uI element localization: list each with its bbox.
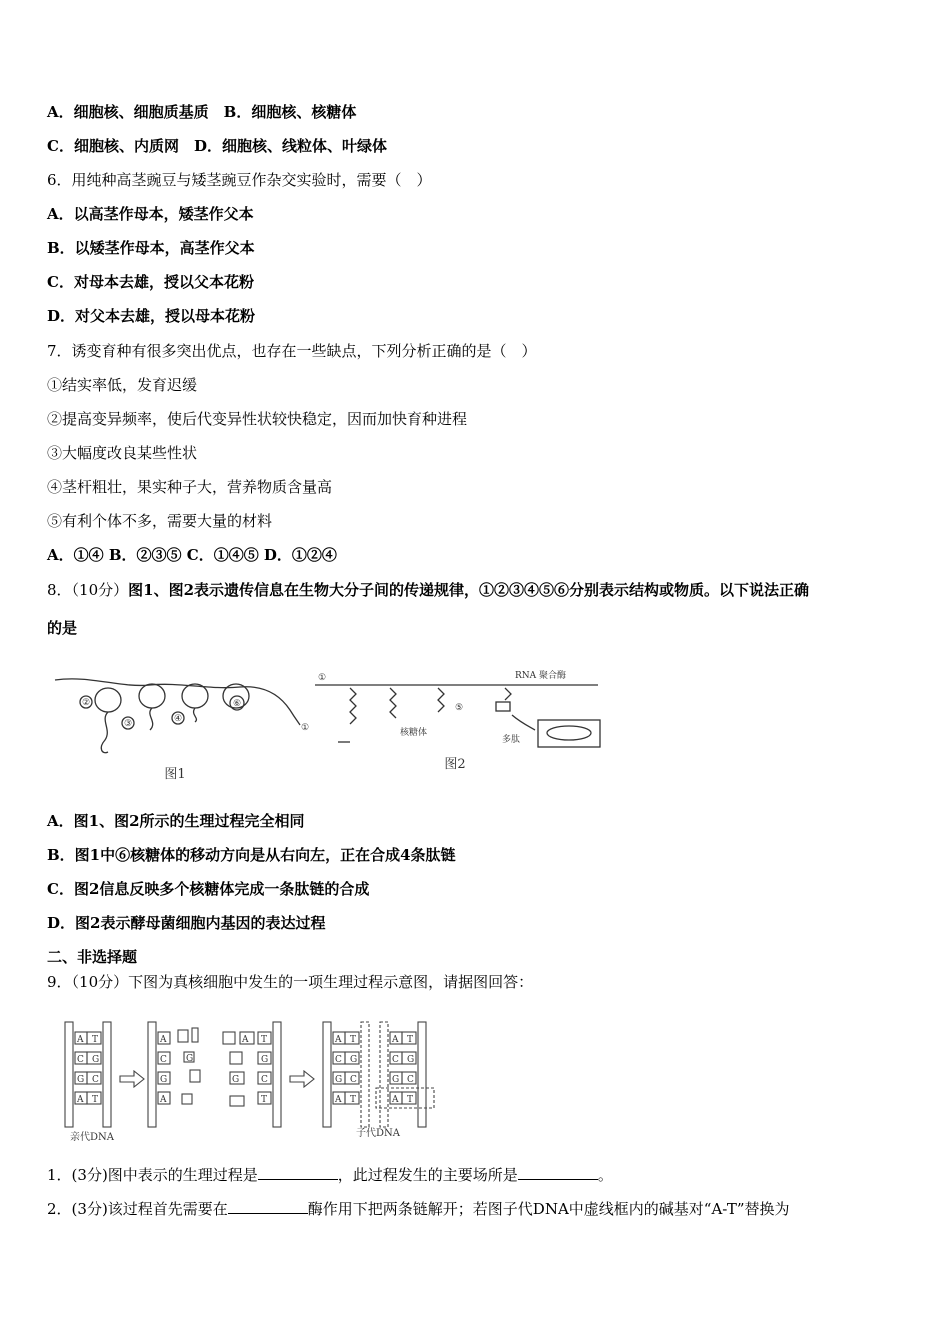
base-c: C [335,1055,342,1065]
q7-item-5: ⑤有利个体不多，需要大量的材料 [47,512,273,530]
q7-item-2: ②提高变异频率，使后代变异性状较快稳定，因而加快育种进程 [47,410,468,428]
base-c: C [92,1075,99,1085]
q6-option-b: B．以矮茎作母本，高茎作父本 [47,239,255,257]
fig2-rna-polymerase: RNA 聚合酶 [515,671,567,681]
base-c: C [407,1075,414,1085]
fig1-label-4: ④ [173,714,183,724]
q8-figure [50,660,610,785]
q7-item-4: ④茎杆粗壮，果实种子大，营养物质含量高 [47,478,333,496]
base-g: G [407,1055,415,1065]
q8-stem-prefix: 8．（10分） [47,581,129,599]
q8-option-a: A．图1、图2所示的生理过程完全相同 [47,812,305,830]
q9-sub2-suffix: 酶作用下把两条链解开；若图子代DNA中虚线框内的碱基对“A-T”替换为 [307,1200,790,1218]
base-c: C [261,1075,268,1085]
q9-stem: 9．（10分）下图为真核细胞中发生的一项生理过程示意图，请据图回答： [47,973,534,991]
fig2-label-5: ⑤ [455,703,464,713]
answer-blank-3[interactable] [228,1199,308,1214]
q7-options: A．①④ B．②③⑤ C．①④⑤ D．①②④ [47,546,337,564]
base-g: G [77,1075,85,1085]
q7-item-1: ①结实率低，发育迟缓 [47,376,198,394]
base-t: T [92,1095,99,1105]
q7-stem: 7．诱变育种有很多突出优点，也存在一些缺点，下列分析正确的是（ ） [47,342,537,360]
base-t: T [407,1035,414,1045]
base-t: T [350,1095,357,1105]
fig1-label-1: ① [300,723,310,733]
q9-sub1-prefix: 1．(3分)图中表示的生理过程是 [47,1166,258,1184]
base-g: G [160,1075,168,1085]
dna-replication-diagram [65,1022,434,1127]
base-t: T [261,1095,268,1105]
child-dna-label: 子代DNA [356,1128,400,1139]
base-t: T [92,1035,99,1045]
base-c: C [392,1055,399,1065]
q6-option-d: D．对父本去雄，授以母本花粉 [47,307,256,325]
q8-option-d: D．图2表示酵母菌细胞内基因的表达过程 [47,914,326,932]
base-t: T [407,1095,414,1105]
q5-option-ab: A．细胞核、细胞质基质 B．细胞核、核糖体 [47,103,357,121]
fig2-diagram [315,685,600,747]
section-2-title: 二、非选择题 [47,948,138,966]
base-c: C [77,1055,84,1065]
base-g: G [392,1075,400,1085]
q6-stem: 6．用纯种高茎豌豆与矮茎豌豆作杂交实验时，需要（ ） [47,171,432,189]
q5-option-cd: C．细胞核、内质网 D．细胞核、线粒体、叶绿体 [47,137,387,155]
q6-option-a: A．以高茎作母本，矮茎作父本 [47,205,254,223]
base-a: A [242,1035,249,1045]
fig1-label-2: ② [81,698,91,708]
fig1-caption: 图1 [164,767,186,782]
base-g: G [92,1055,100,1065]
fig2-ribosome-label: 核糖体 [400,728,428,738]
answer-blank-2[interactable] [518,1165,598,1180]
base-g: G [232,1075,240,1085]
q9-sub1-middle: ，此过程发生的主要场所是 [337,1166,518,1184]
base-a: A [335,1035,342,1045]
fig2-peptide-label: 多肽 [502,735,521,745]
fig1-label-6: ⑥ [232,699,242,709]
q9-sub2-prefix: 2．(3分)该过程首先需要在 [47,1200,228,1218]
base-a: A [335,1095,342,1105]
q8-stem-line2: 的是 [47,619,78,637]
q8-stem-line1 [47,580,809,600]
base-a: A [160,1095,167,1105]
base-a: A [77,1095,84,1105]
base-g: G [261,1055,269,1065]
base-g: G [335,1075,343,1085]
base-t: T [350,1035,357,1045]
q7-item-3: ③大幅度改良某些性状 [47,444,198,462]
base-c: C [350,1075,357,1085]
q9-figure [58,1010,443,1145]
base-a: A [392,1035,399,1045]
base-c: C [160,1055,167,1065]
q8-option-b: B．图1中⑥核糖体的移动方向是从右向左，正在合成4条肽链 [47,846,456,864]
q6-option-c: C．对母本去雄，授以父本花粉 [47,273,254,291]
base-a: A [160,1035,167,1045]
fig2-caption: 图2 [444,757,466,772]
base-g: G [186,1054,194,1064]
base-a: A [77,1035,84,1045]
fig2-label-1: ① [318,673,327,683]
q8-option-c: C．图2信息反映多个核糖体完成一条肽链的合成 [47,880,370,898]
parent-dna-label: 亲代DNA [70,1132,114,1143]
q9-sub2 [47,1199,790,1219]
answer-blank-1[interactable] [258,1165,338,1180]
base-t: T [261,1035,268,1045]
base-g: G [350,1055,358,1065]
base-a: A [392,1095,399,1105]
q9-sub1 [47,1165,613,1185]
fig1-label-3: ③ [123,719,133,729]
q8-stem-text: 图1、图2表示遗传信息在生物大分子间的传递规律，①②③④⑤⑥分别表示结构或物质。以下说法正确 [128,581,810,599]
q9-sub1-suffix: 。 [597,1166,613,1184]
